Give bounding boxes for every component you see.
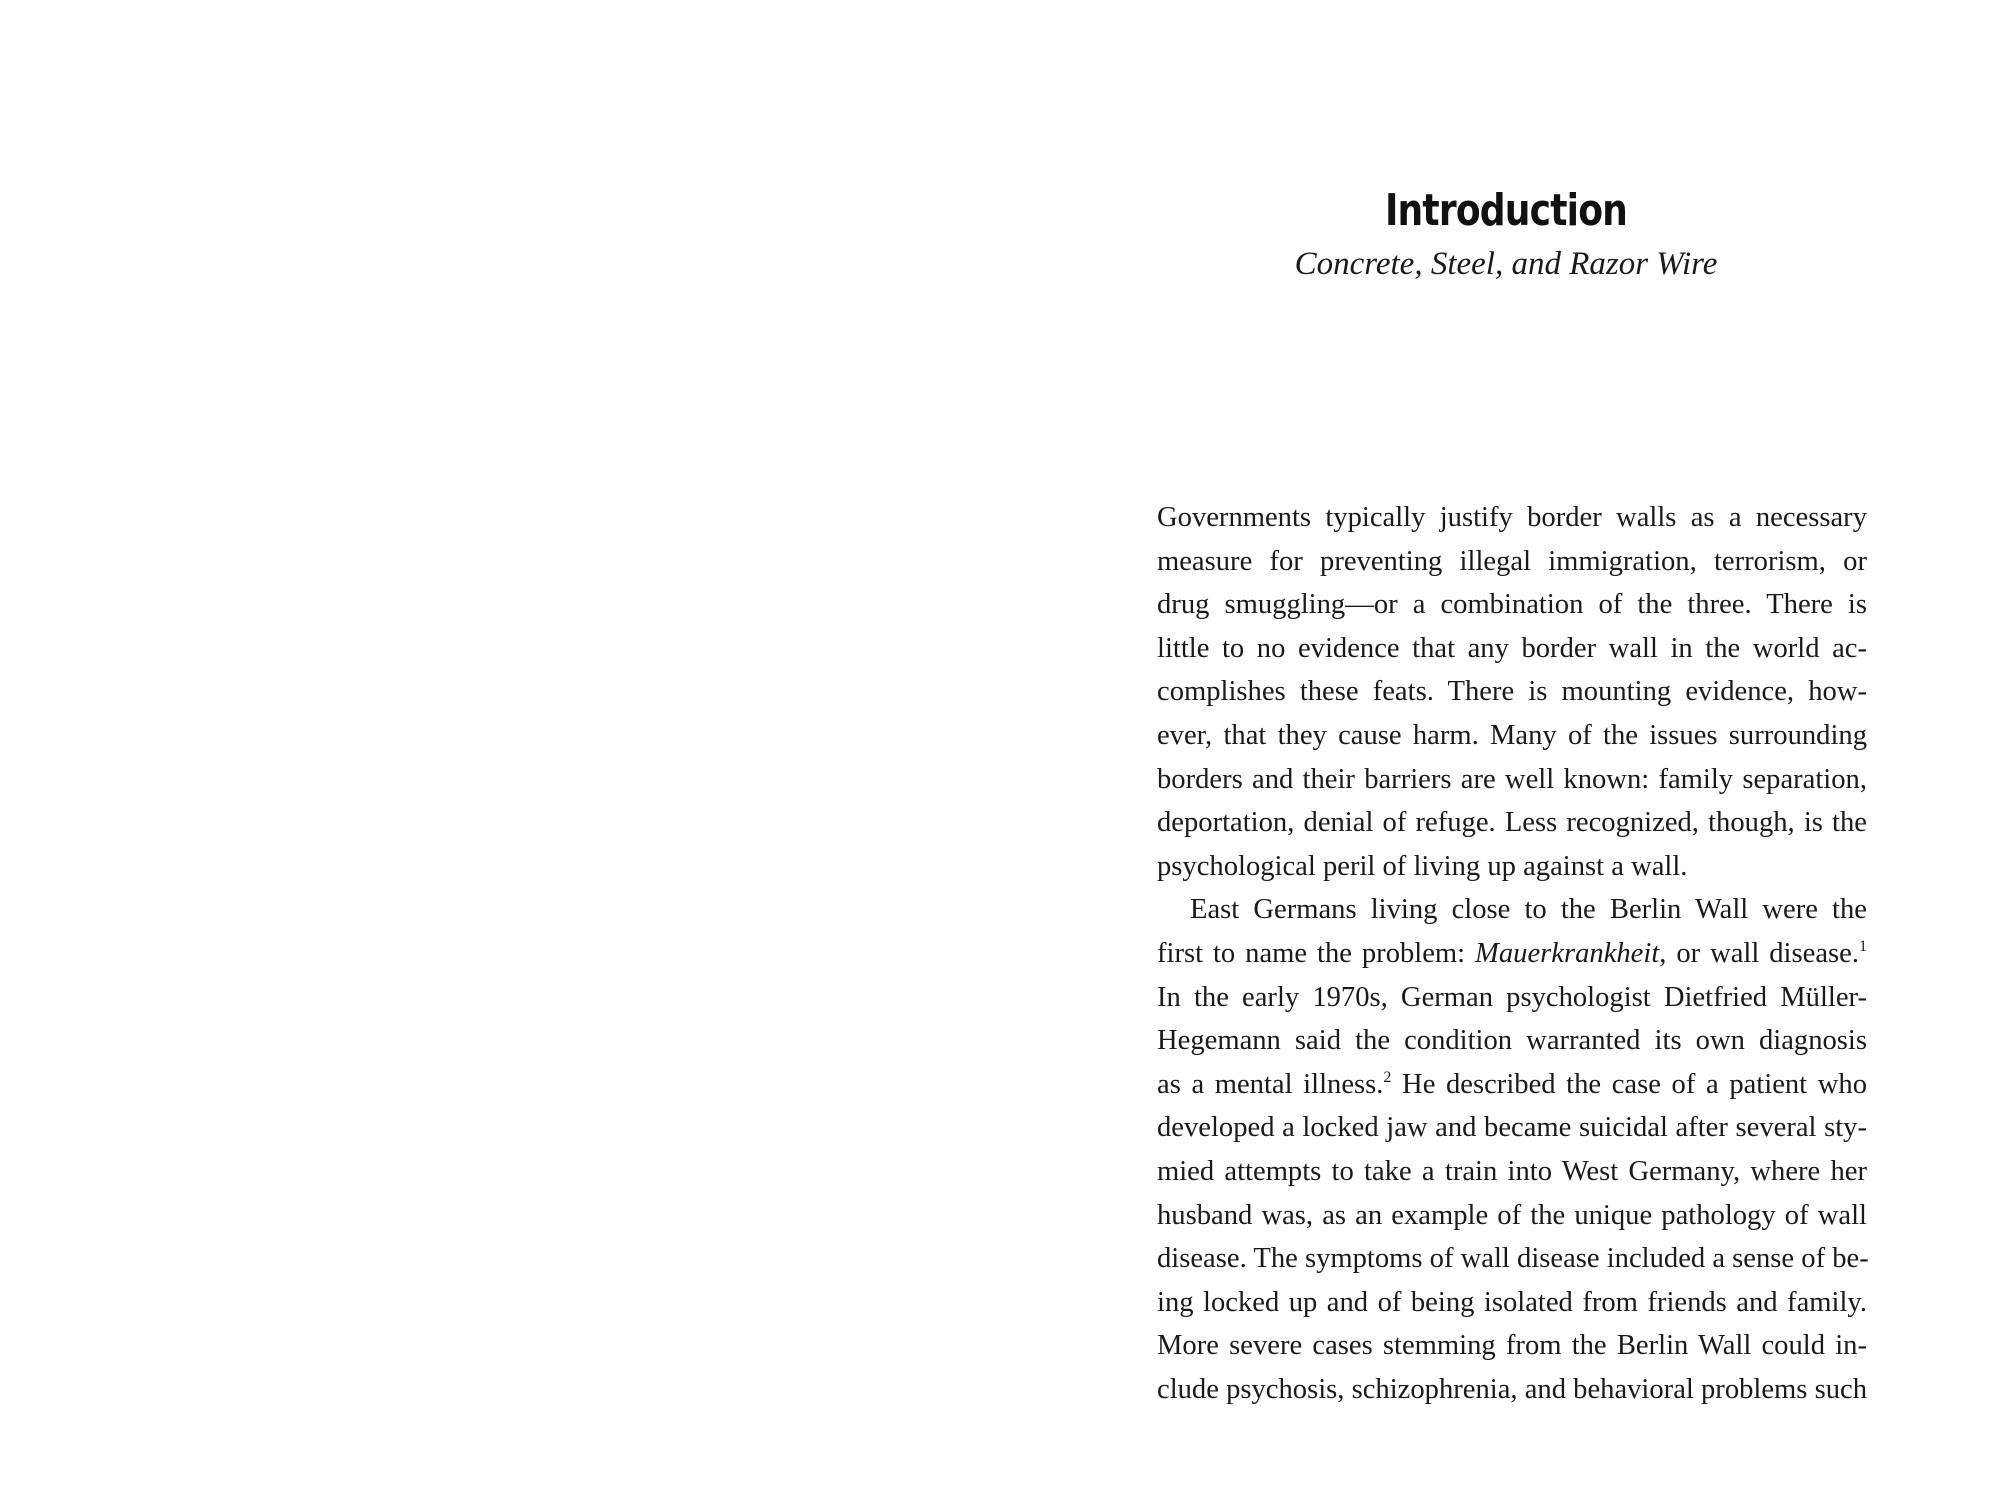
text-line: disease. The symptoms of wall disease included a sense of be- — [1157, 1243, 1869, 1275]
text-line: More severe cases stemming from the Berlin Wall could in- — [1157, 1330, 1867, 1362]
text-line: Governments typically justify border walls as a necessary — [1157, 502, 1867, 533]
chapter-subtitle: Concrete, Steel, and Razor Wire — [1294, 246, 1718, 282]
text-line: ing locked up and of being isolated from friends and family. — [1157, 1286, 1867, 1318]
text-line: deportation, denial of refuge. Less recognized, though, is the — [1157, 807, 1867, 839]
footnote-marker[interactable]: 2 — [1383, 1068, 1392, 1086]
italic-term: Mauerkrankheit — [1475, 937, 1660, 969]
text-line: East Germans living close to the Berlin Wall were the — [1190, 894, 1867, 926]
text-line: husband was, as an example of the unique pathology of wall — [1157, 1199, 1867, 1231]
text-segment: He described the case of a patient who — [1391, 1068, 1867, 1100]
text-line: developed a locked jaw and became suicidal after several sty- — [1157, 1112, 1867, 1144]
text-segment: , or wall disease. — [1659, 937, 1859, 969]
text-line: borders and their barriers are well known: family separation, — [1157, 763, 1867, 795]
text-line-with-footnote-1 — [1157, 932, 1867, 976]
text-line: little to no evidence that any border wall in the world ac- — [1157, 632, 1867, 664]
text-line: clude psychosis, schizophrenia, and behavioral problems such — [1157, 1373, 1867, 1405]
text-segment: first to name the problem: — [1157, 937, 1476, 969]
right-page — [1000, 0, 2000, 1500]
text-line: measure for preventing illegal immigration, terrorism, or — [1157, 545, 1867, 577]
text-line: drug smuggling—or a combination of the three. There is — [1157, 589, 1867, 621]
text-line: ever, that they cause harm. Many of the issues surrounding — [1157, 719, 1867, 751]
text-line: mied attempts to take a train into West Germany, where her — [1157, 1155, 1867, 1187]
chapter-title: Introduction — [1384, 185, 1628, 236]
text-line: In the early 1970s, German psychologist Dietfried Müller- — [1157, 981, 1867, 1013]
footnote-marker[interactable]: 1 — [1858, 937, 1867, 955]
body-text — [1157, 496, 1867, 1411]
text-line-with-footnote-2 — [1157, 1063, 1867, 1107]
text-line: complishes these feats. There is mounting evidence, how- — [1157, 676, 1867, 708]
text-segment: as a mental illness. — [1157, 1068, 1384, 1100]
text-line: psychological peril of living up against a wall. — [1157, 850, 1688, 882]
text-line: Hegemann said the condition warranted its own diagnosis — [1157, 1025, 1867, 1057]
